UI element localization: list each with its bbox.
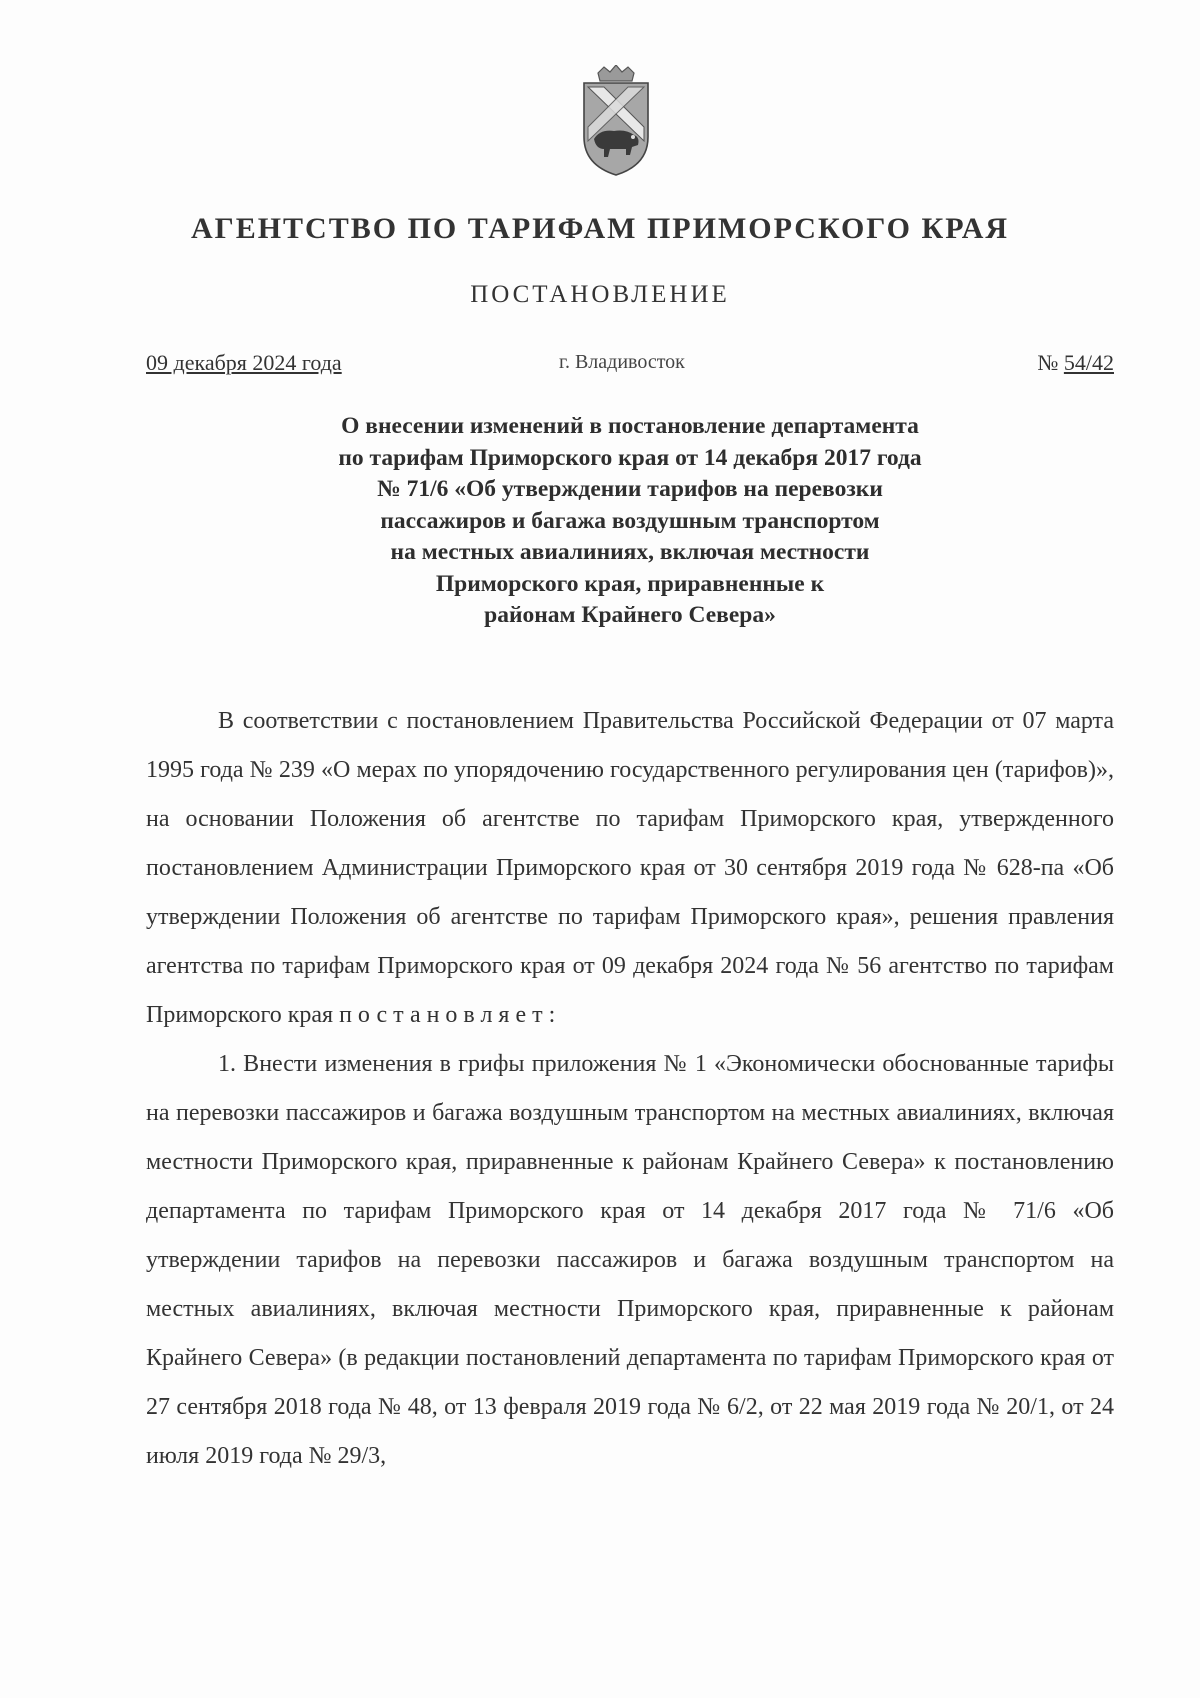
title-line: по тарифам Приморского края от 14 декабря 2017 года — [338, 444, 922, 471]
preamble-paragraph — [146, 697, 1114, 1040]
title-line: Приморского края, приравненные к — [435, 570, 825, 597]
agency-name: АГЕНТСТВО ПО ТАРИФАМ ПРИМОРСКОГО КРАЯ — [190, 212, 1010, 245]
document-type: ПОСТАНОВЛЕНИЕ — [470, 281, 730, 308]
title-line: О внесении изменений в постановление департамента — [341, 413, 919, 439]
title-line: районам Крайнего Севера» — [484, 602, 776, 628]
resolves-word: постановляет: — [339, 1002, 562, 1028]
document-number — [1037, 350, 1114, 376]
number-value: 54/42 — [1063, 350, 1114, 375]
number-prefix: № — [1037, 350, 1064, 375]
title-line: на местных авиалиниях, включая местности — [390, 539, 870, 565]
clause-1-paragraph: 1. Внести изменения в грифы приложения № 1 «Экономически обоснованные тарифы на перевозки пассажиров и багажа воздушным транспортом на местных авиалиниях, включая местности Приморского края, приравненные к районам Крайнего Севера» к постановлению департамента по тарифам Приморского края от 14 декабря 2017 года № 71/6 «Об утверждении тарифов на перевозки пассажиров и багажа воздушным транспортом на местных авиалиниях, включая местности Приморского края, приравненные к районам Крайнего Севера» (в редакции постановлений департамента по тарифам Приморского края от 27 сентября 2018 года № 48, от 13 февраля 2019 года № 6/2, от 22 мая 2019 года № 20/1, от 24 июля 2019 года № 29/3, — [146, 1051, 1114, 1469]
title-line: № 71/6 «Об утверждении тарифов на перевозки — [377, 476, 883, 502]
preamble-text: В соответствии с постановлением Правительства Российской Федерации от 07 марта 1995 года № 239 «О мерах по упорядочению государственного регулирования цен (тарифов)», на основании Положения об агентстве по тарифам Приморского края, утвержденного постановлением Администрации Приморского края от 30 сентября 2019 года № 628-па «Об утверждении Положения об агентстве по тарифам Приморского края», решения правления агентства по тарифам Приморского края от 09 декабря 2024 года № 56 агентство по тарифам Приморского края — [146, 708, 1114, 1028]
coat-of-arms-icon — [580, 65, 652, 177]
document-city: г. Владивосток — [559, 351, 685, 373]
document-date: 09 декабря 2024 года — [146, 350, 342, 375]
document-title — [200, 411, 1060, 632]
title-line: пассажиров и багажа воздушным транспортом — [380, 507, 880, 534]
document-body — [146, 697, 1114, 1481]
